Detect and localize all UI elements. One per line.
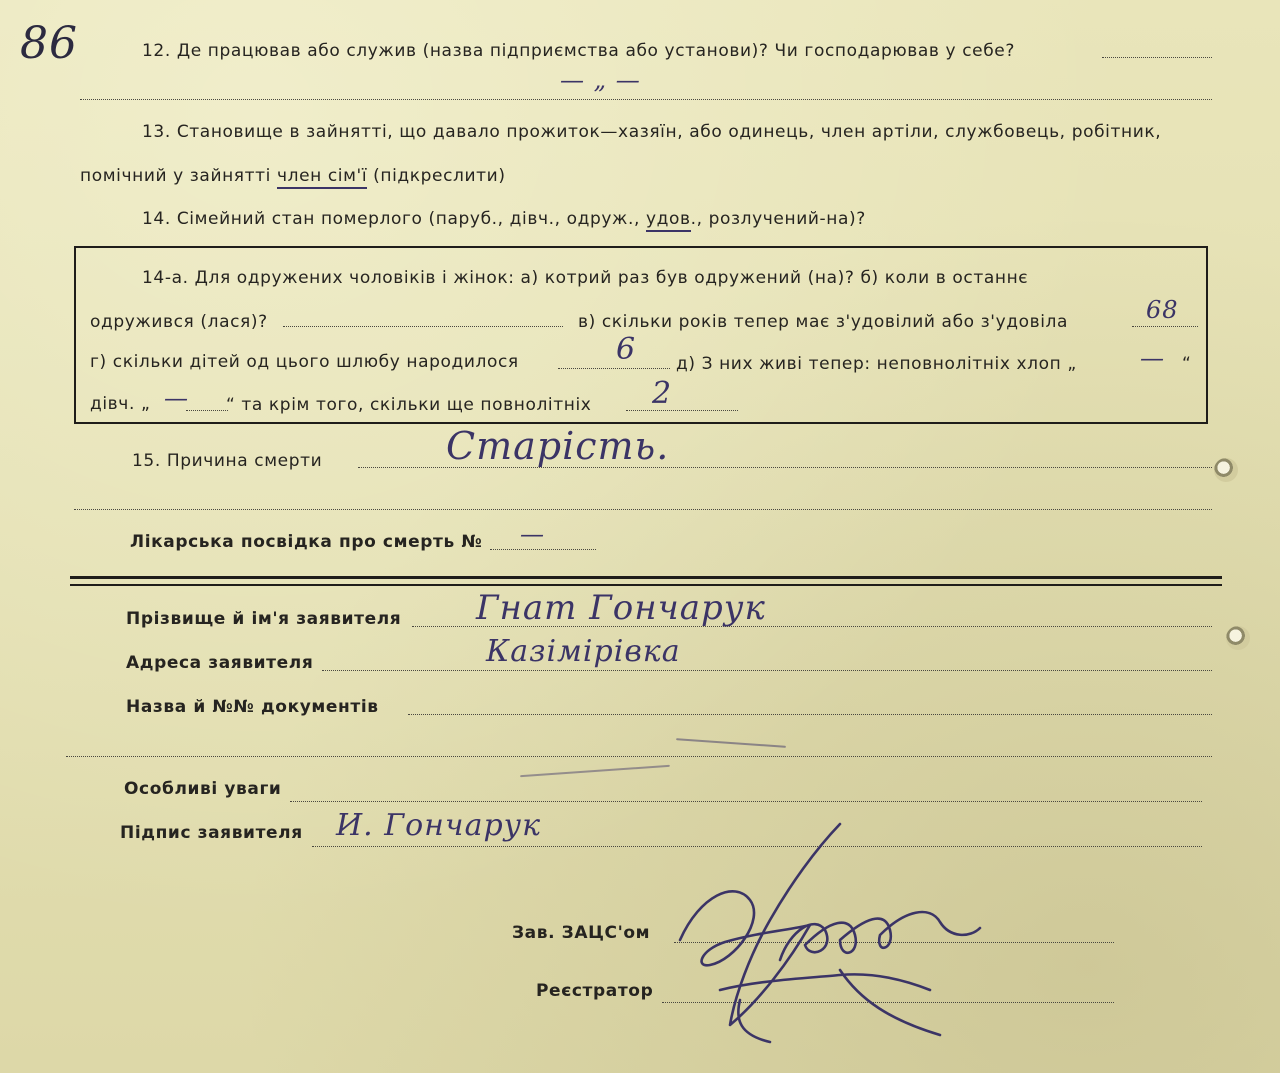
applicant-signature-value: И. Гончарук (336, 808, 541, 843)
applicant-address-label: Адреса заявителя (126, 653, 314, 673)
q14-suffix: ., розлучений-на)? (690, 209, 866, 229)
q14a-line3-b-end: “ (1182, 354, 1192, 374)
page-number: 86 (20, 18, 78, 69)
q14a-line2-fill (283, 326, 563, 327)
head-of-registry-label: Зав. ЗАЦС'ом (512, 923, 651, 943)
medical-label: Лікарська посвідка про смерть № (130, 532, 483, 552)
q14a-line1: 14-а. Для одружених чоловіків і жінок: а) котрий раз був одружений (на)? б) коли в останнє (142, 268, 1029, 288)
official-signature-drawing (640, 810, 1000, 1060)
q14a-line4-b: “ та крім того, скільки ще повнолітніх (226, 395, 592, 415)
q14a-line3-fill (558, 368, 670, 369)
applicant-signature-label: Підпис заявителя (120, 823, 303, 843)
q14a-line3-a: г) скільки дітей од цього шлюбу народилося (90, 352, 519, 372)
punch-hole-1 (1214, 458, 1238, 482)
q15-fill-line-2 (74, 509, 1212, 510)
applicant-docs-fill-2 (66, 756, 1212, 757)
q13-suffix: (підкреслити) (367, 166, 506, 186)
q14a-line4-fill (626, 410, 738, 411)
q14a-line4-a: дівч. „ (90, 394, 151, 414)
special-notes-label: Особливі уваги (124, 779, 282, 799)
applicant-address-fill (322, 670, 1212, 671)
special-notes-fill (290, 801, 1202, 802)
registrar-label: Реєстратор (536, 981, 654, 1001)
q14a-children-answer: 6 (616, 332, 637, 367)
q14a-line2-b: в) скільки років тепер має з'удовілий або з'удовіла (578, 312, 1069, 332)
q12-fill-line-2 (80, 99, 1212, 100)
q13-prefix: помічний у зайнятті (80, 166, 277, 186)
q14a-line3-b: д) З них живі тепер: неповнолітніх хлоп „ (676, 354, 1077, 374)
q14a-minor-girls-answer: — (164, 384, 189, 412)
applicant-docs-fill-1 (408, 714, 1212, 715)
medical-answer: — (520, 520, 545, 548)
q14-prefix: 14. Сімейний стан померлого (паруб., дівч., одруж., (142, 209, 646, 229)
applicant-name-label: Прізвище й ім'я заявителя (126, 609, 402, 629)
q14a-adults-answer: 2 (652, 376, 673, 411)
q12-answer: — „ — (560, 66, 641, 94)
q14a-line4-girls-fill (186, 410, 228, 411)
separator-thick (70, 576, 1222, 579)
applicant-docs-label: Назва й №№ документів (126, 697, 379, 717)
medical-fill (490, 549, 596, 550)
q13-line2 (80, 166, 506, 186)
q14-line (142, 209, 866, 229)
q15-label: 15. Причина смерти (132, 451, 323, 471)
q13-line1: 13. Становище в зайнятті, що давало прожиток—хазяїн, або одинець, член артіли, службовець, робітник, (142, 122, 1162, 142)
applicant-name-value: Гнат Гончарук (476, 588, 766, 628)
q14-underlined-option: удов (646, 209, 691, 232)
q13-underlined-option: член сім'ї (277, 166, 367, 189)
q14a-minor-boys-answer: — (1140, 344, 1165, 372)
notes-dash-stroke (520, 765, 670, 777)
q15-answer: Старість. (446, 424, 670, 468)
separator-thin (70, 584, 1222, 586)
applicant-address-value: Казімірівка (486, 634, 681, 669)
q12-text: 12. Де працював або служив (назва підприємства або установи)? Чи господарював у себе? (142, 41, 1015, 61)
q12-fill-line-1 (1102, 57, 1212, 58)
docs-dash-stroke (676, 738, 786, 748)
q14a-line2-b-fill (1132, 326, 1198, 327)
punch-hole-2 (1226, 626, 1250, 650)
q14a-line2-a: одружився (лася)? (90, 312, 268, 332)
q14a-age-answer: 68 (1146, 296, 1179, 324)
